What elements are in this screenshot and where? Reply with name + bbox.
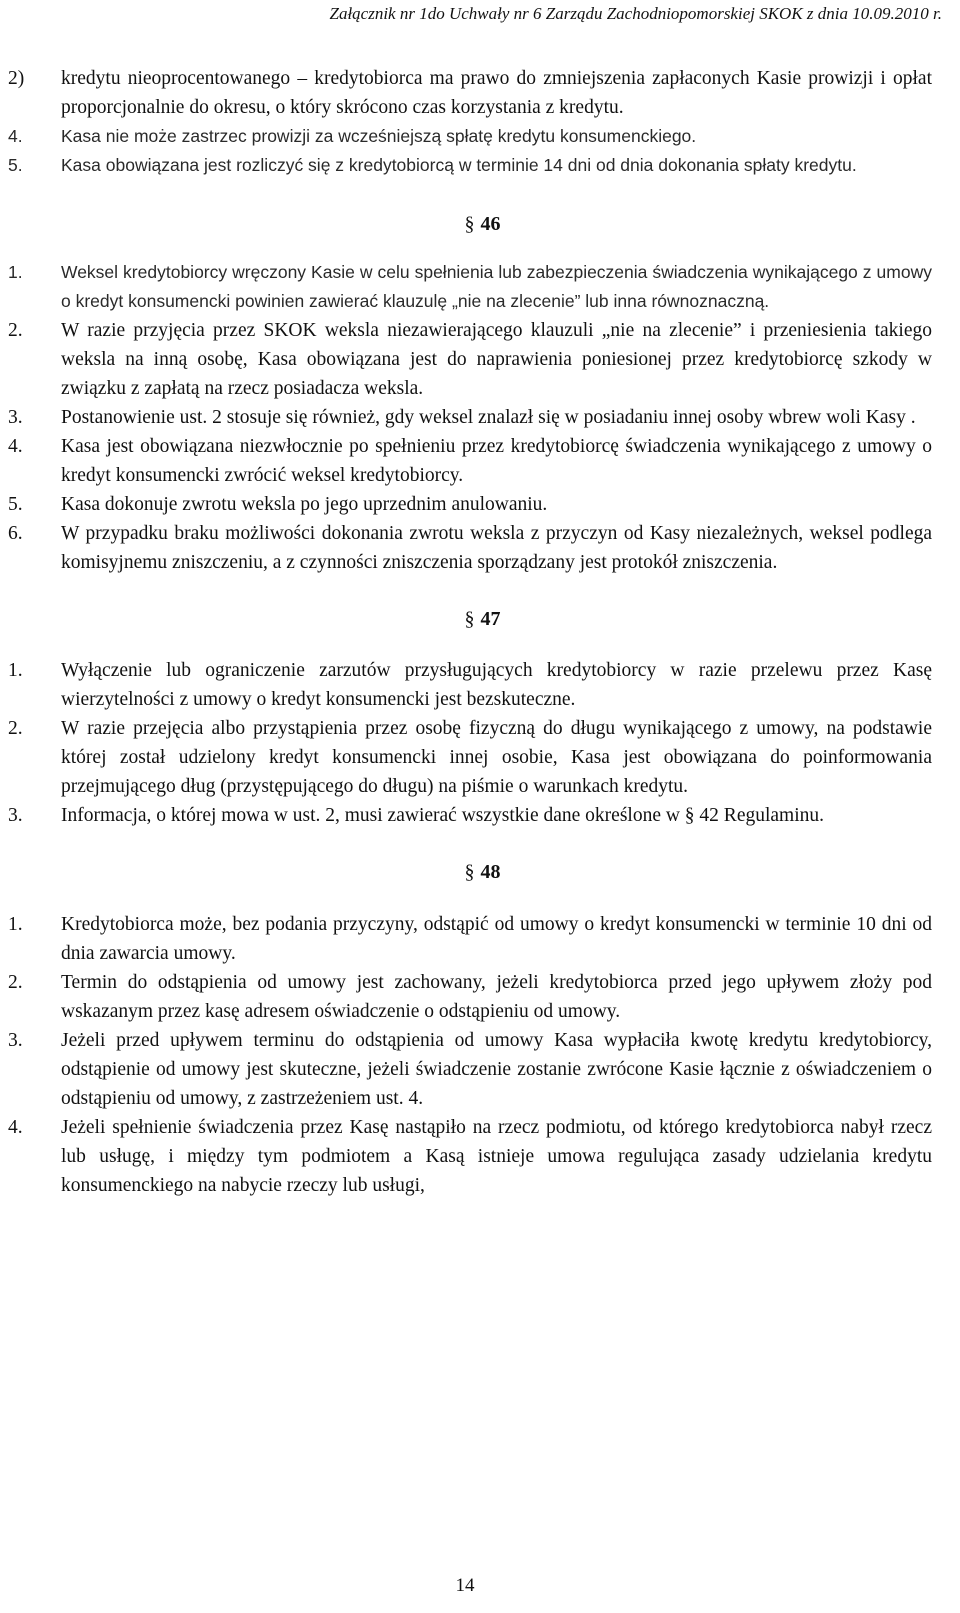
item-number: 2. bbox=[8, 718, 23, 739]
list-item bbox=[8, 968, 932, 1026]
item-number: 4. bbox=[8, 126, 23, 146]
section-symbol: § bbox=[464, 608, 475, 630]
item-number: 4. bbox=[8, 436, 23, 457]
page-number: 14 bbox=[455, 1575, 475, 1596]
section-number: 46 bbox=[480, 213, 501, 235]
item-number: 3. bbox=[8, 1030, 23, 1051]
item-text: W razie przyjęcia przez SKOK weksla niezawierającego klauzuli „nie na zlecenie” i przeniesienia takiego weksla na inną osobę, Kasa obowiązana jest do naprawienia poniesionej przez kredytobiorcę szkody w związku z zapłatą na rzecz posiadacza weksla. bbox=[61, 320, 932, 399]
item-text: W przypadku braku możliwości dokonania zwrotu weksla z przyczyn od Kasy niezależnych, weksel podlega komisyjnemu zniszczeniu, a z czynności zniszczenia sporządzany jest protokół zniszczenia. bbox=[61, 523, 932, 573]
item-text: Kasa nie może zastrzec prowizji za wcześniejszą spłatę kredytu konsumenckiego. bbox=[61, 126, 697, 146]
item-text: Wyłączenie lub ograniczenie zarzutów przysługujących kredytobiorcy w razie przelewu przez Kasę wierzytelności z umowy o kredyt konsumencki jest bezskuteczne. bbox=[61, 660, 932, 710]
list-item bbox=[8, 432, 932, 490]
list-item bbox=[8, 714, 932, 801]
item-number: 6. bbox=[8, 523, 23, 544]
document-body bbox=[8, 64, 932, 1200]
item-text: Kasa dokonuje zwrotu weksla po jego uprzednim anulowaniu. bbox=[61, 494, 548, 515]
item-text: Weksel kredytobiorcy wręczony Kasie w celu spełnienia lub zabezpieczenia świadczenia wynikającego z umowy o kredyt konsumencki powinien zawierać klauzulę „nie na zlecenie” lub inna równoznaczną. bbox=[61, 262, 932, 311]
item-number: 4. bbox=[8, 1117, 23, 1138]
item-text: Informacja, o której mowa w ust. 2, musi zawierać wszystkie dane określone w § 42 Regulaminu. bbox=[61, 805, 825, 826]
list-item bbox=[8, 910, 932, 968]
item-text: Jeżeli przed upływem terminu do odstąpienia od umowy Kasa wypłaciła kwotę kredytu kredytobiorcy, odstąpienie od umowy jest skuteczne, jeżeli świadczenie zostanie zwrócone Kasie łącznie z oświadczeniem o odstąpieniu od umowy, z zastrzeżeniem ust. 4. bbox=[61, 1030, 932, 1109]
section-heading bbox=[8, 858, 932, 887]
item-text: Kredytobiorca może, bez podania przyczyny, odstąpić od umowy o kredyt konsumencki w terminie 10 dni od dnia zawarcia umowy. bbox=[61, 914, 932, 964]
item-text: W razie przejęcia albo przystąpienia przez osobę fizyczną do długu wynikającego z umowy, na podstawie której został udzielony kredyt konsumencki innej osobie, Kasa jest obowiązana do poinformowania przejmującego dług (przystępującego do długu) na piśmie o warunkach kredytu. bbox=[61, 718, 932, 797]
section-number: 48 bbox=[480, 861, 501, 883]
list-item bbox=[8, 403, 932, 432]
item-number: 2) bbox=[8, 68, 25, 89]
list-item bbox=[8, 64, 932, 122]
item-text: Postanowienie ust. 2 stosuje się również, gdy weksel znalazł się w posiadaniu innej osoby wbrew woli Kasy . bbox=[61, 407, 916, 428]
list-item bbox=[8, 316, 932, 403]
item-text: Kasa obowiązana jest rozliczyć się z kredytobiorcą w terminie 14 dni od dnia dokonania spłaty kredytu. bbox=[61, 155, 857, 175]
section-symbol: § bbox=[464, 861, 475, 883]
list-item bbox=[8, 122, 932, 151]
item-text: kredytu nieoprocentowanego – kredytobiorca ma prawo do zmniejszenia zapłaconych Kasie prowizji i opłat proporcjonalnie do okresu, o który skrócono czas korzystania z kredytu. bbox=[61, 68, 932, 118]
list-item bbox=[8, 490, 932, 519]
list-item bbox=[8, 1026, 932, 1113]
list-item bbox=[8, 151, 932, 180]
item-text: Jeżeli spełnienie świadczenia przez Kasę nastąpiło na rzecz podmiotu, od którego kredytobiorca nabył rzecz lub usługę, i między tym podmiotem a Kasą istnieje umowa regulująca zasady udzielania kredytu konsumenckiego na nabycie rzeczy lub usługi, bbox=[61, 1117, 932, 1196]
item-number: 5. bbox=[8, 494, 23, 515]
section-number: 47 bbox=[480, 608, 501, 630]
item-text: Kasa jest obowiązana niezwłocznie po spełnieniu przez kredytobiorcę świadczenia wynikającego z umowy o kredyt konsumencki zwrócić weksel kredytobiorcy. bbox=[61, 436, 932, 486]
list-item bbox=[8, 258, 932, 316]
item-number: 2. bbox=[8, 320, 23, 341]
item-number: 1. bbox=[8, 660, 23, 681]
item-number: 3. bbox=[8, 805, 23, 826]
list-item bbox=[8, 1113, 932, 1200]
item-text: Termin do odstąpienia od umowy jest zachowany, jeżeli kredytobiorca przed jego upływem złoży pod wskazanym przez kasę adresem oświadczenie o odstąpieniu od umowy. bbox=[61, 972, 932, 1022]
section-heading bbox=[8, 605, 932, 634]
list-item bbox=[8, 801, 932, 830]
section-symbol: § bbox=[464, 213, 475, 235]
item-number: 3. bbox=[8, 407, 23, 428]
section-heading bbox=[8, 210, 932, 239]
list-item bbox=[8, 656, 932, 714]
item-number: 2. bbox=[8, 972, 23, 993]
list-item bbox=[8, 519, 932, 577]
item-number: 1. bbox=[8, 914, 23, 935]
item-number: 5. bbox=[8, 155, 23, 175]
page-header: Załącznik nr 1do Uchwały nr 6 Zarządu Zachodniopomorskiej SKOK z dnia 10.09.2010 r. bbox=[329, 4, 942, 23]
item-number: 1. bbox=[8, 262, 23, 282]
